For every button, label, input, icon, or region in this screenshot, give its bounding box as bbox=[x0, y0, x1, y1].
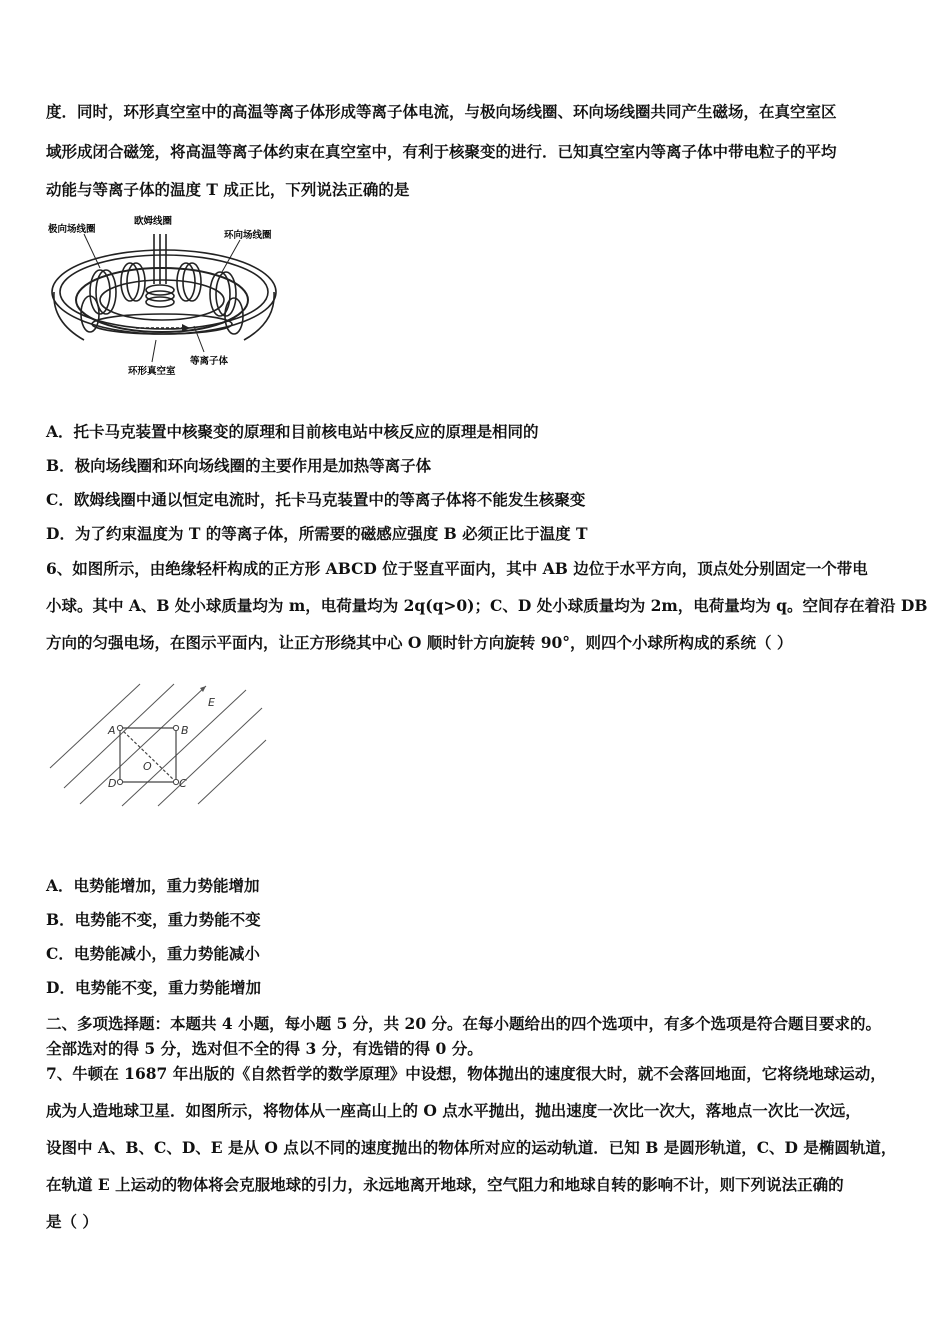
q6-stem-line-1: 6、如图所示，由绝缘轻杆构成的正方形 ABCD 位于竖直平面内，其中 AB 边位于水平方向，顶点处分别固定一个带电 bbox=[46, 559, 868, 578]
q6-stem-line-2: 小球。其中 A、B 处小球质量均为 m，电荷量均为 2q(q>0)；C、D 处小球质量均为 2m，电荷量均为 q。空间存在着沿 DB bbox=[46, 596, 928, 615]
charge-d bbox=[117, 779, 122, 784]
field-line bbox=[158, 708, 262, 806]
q5-option-a: A．托卡马克装置中核聚变的原理和目前核电站中核反应的原理是相同的 bbox=[46, 422, 539, 441]
label-ohmic-coil: 欧姆线圈 bbox=[134, 216, 173, 227]
label-o: O bbox=[143, 760, 152, 773]
q7-stem-line-3: 设图中 A、B、C、D、E 是从 O 点以不同的速度抛出的物体所对应的运动轨道．已知 B 是圆形轨道，C、D 是椭圆轨道， bbox=[46, 1138, 897, 1157]
q6-option-b: B．电势能不变，重力势能不变 bbox=[46, 910, 261, 929]
field-line bbox=[50, 684, 140, 768]
label-vacuum-chamber: 环形真空室 bbox=[128, 366, 176, 377]
q5-stem-line-3: 动能与等离子体的温度 T 成正比，下列说法正确的是 bbox=[46, 180, 410, 199]
q6-stem-line-3: 方向的匀强电场，在图示平面内，让正方形绕其中心 O 顺时针方向旋转 90°，则四个小球所构成的系统（ ） bbox=[46, 633, 793, 652]
tokamak-figure bbox=[44, 212, 284, 382]
q5-option-c: C．欧姆线圈中通以恒定电流时，托卡马克装置中的等离子体将不能发生核聚变 bbox=[46, 490, 586, 509]
q5-stem-line-1: 度．同时，环形真空室中的高温等离子体形成等离子体电流，与极向场线圈、环向场线圈共同产生磁场，在真空室区 bbox=[46, 102, 837, 121]
square-abcd bbox=[120, 728, 176, 782]
label-e: E bbox=[208, 696, 215, 709]
q5-option-b: B．极向场线圈和环向场线圈的主要作用是加热等离子体 bbox=[46, 456, 432, 475]
charge-b bbox=[173, 725, 178, 730]
label-b: B bbox=[181, 724, 189, 737]
q7-stem-line-5: 是（ ） bbox=[46, 1212, 98, 1231]
label-a: A bbox=[108, 724, 116, 737]
q5-stem-line-2: 域形成闭合磁笼，将高温等离子体约束在真空室中，有利于核聚变的进行．已知真空室内等离子体中带电粒子的平均 bbox=[46, 142, 837, 161]
field-line bbox=[198, 740, 266, 804]
label-plasma: 等离子体 bbox=[190, 356, 229, 367]
label-c: C bbox=[179, 777, 187, 790]
q5-option-d: D．为了约束温度为 T 的等离子体，所需要的磁感应强度 B 必须正比于温度 T bbox=[46, 524, 588, 543]
q6-option-d: D．电势能不变，重力势能增加 bbox=[46, 978, 261, 997]
label-poloidal-coil: 极向场线圈 bbox=[48, 224, 96, 235]
label-d: D bbox=[108, 777, 117, 790]
section2-line-2: 全部选对的得 5 分，选对但不全的得 3 分，有选错的得 0 分。 bbox=[46, 1039, 483, 1058]
q7-stem-line-1: 7、牛顿在 1687 年出版的《自然哲学的数学原理》中设想，物体抛出的速度很大时，就不会落回地面，它将绕地球运动， bbox=[46, 1064, 886, 1083]
square-field-figure bbox=[48, 680, 278, 810]
q7-stem-line-4: 在轨道 E 上运动的物体将会克服地球的引力，永远地离开地球，空气阻力和地球自转的影响不计，则下列说法正确的 bbox=[46, 1175, 844, 1194]
q7-stem-line-2: 成为人造地球卫星．如图所示，将物体从一座高山上的 O 点水平抛出，抛出速度一次比一次大，落地点一次比一次远， bbox=[46, 1101, 861, 1120]
label-toroidal-coil: 环向场线圈 bbox=[224, 230, 272, 241]
q6-option-a: A．电势能增加，重力势能增加 bbox=[46, 876, 260, 895]
section2-line-1: 二、多项选择题：本题共 4 小题，每小题 5 分，共 20 分。在每小题给出的四个选项中，有多个选项是符合题目要求的。 bbox=[46, 1014, 882, 1033]
q6-option-c: C．电势能减小，重力势能减小 bbox=[46, 944, 260, 963]
charge-a bbox=[117, 725, 122, 730]
charge-c bbox=[173, 779, 178, 784]
